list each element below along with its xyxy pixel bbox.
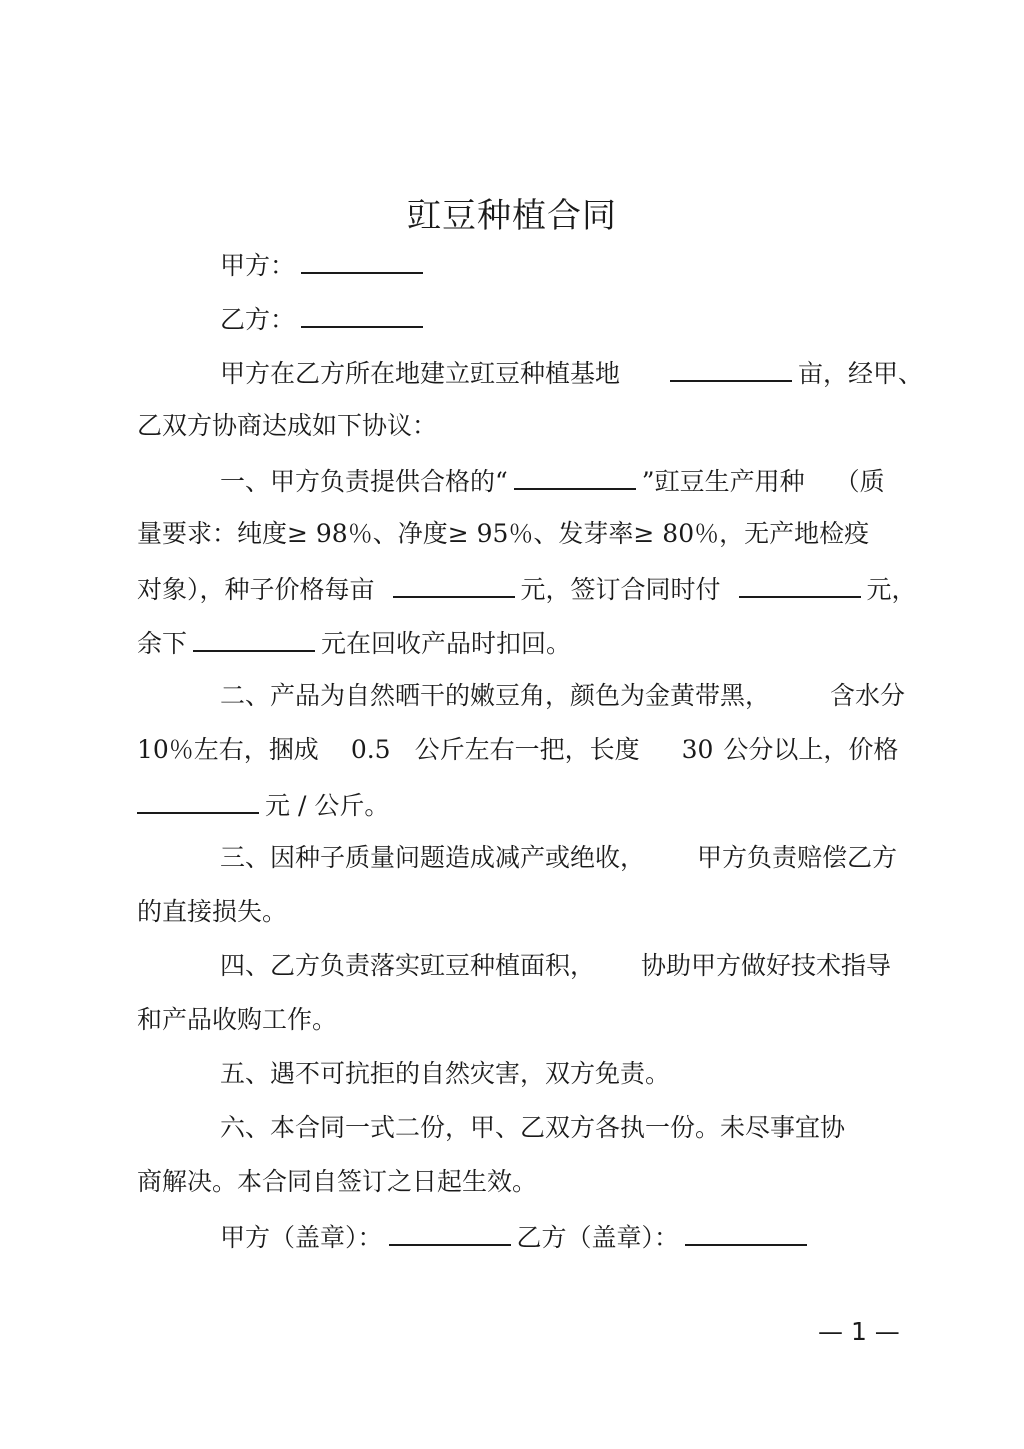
- party-a-line: [220, 246, 429, 284]
- clause-2-line-3: [131, 786, 389, 824]
- clause-2-length-value: 30: [681, 735, 714, 764]
- clause-1-yuan: 元，: [866, 575, 917, 604]
- party-b-label: 乙方：: [220, 305, 296, 334]
- clause-1-payment-text: 元，签订合同时付: [520, 575, 721, 604]
- party-b-blank[interactable]: [301, 300, 423, 328]
- clause-2-bundle-weight: 0.5: [350, 735, 391, 764]
- party-b-seal-blank[interactable]: [685, 1218, 807, 1246]
- clause-2-length-text: 公斤左右一把，长度: [414, 735, 640, 764]
- signature-line: [220, 1218, 813, 1256]
- clause-1-price-text: 对象），种子价格每亩: [137, 575, 375, 604]
- clause-2-moisture: 含水分: [830, 681, 906, 710]
- document-title: 豇豆种植合同: [407, 196, 617, 236]
- clause-3-text-b: 甲方负责赔偿乙方: [697, 843, 898, 872]
- clause-2-text: 二、产品为自然晒干的嫩豆角，颜色为金黄带黑，: [220, 681, 771, 710]
- clause-4-text-b: 协助甲方做好技术指导: [641, 951, 892, 980]
- clause-1-text-c: （质: [834, 467, 885, 496]
- clause-1-line-4: [137, 624, 571, 662]
- intro-text: 甲方在乙方所在地建立豇豆种植基地: [220, 359, 621, 388]
- clause-1-line-3: [137, 570, 917, 608]
- intro-text-end: 亩，经甲、: [798, 359, 924, 388]
- clause-6-line-2: 商解决。本合同自签订之日起生效。: [137, 1167, 538, 1196]
- clause-1-text-b: ”豇豆生产用种: [641, 467, 805, 496]
- party-b-seal-label: 乙方（盖章）：: [516, 1223, 680, 1252]
- clause-1-line-2: 量要求：纯度≥ 98％、净度≥ 95％、发芽率≥ 80％，无产地检疫: [137, 519, 870, 548]
- clause-4-line-1: [220, 948, 891, 984]
- party-a-label: 甲方：: [220, 251, 296, 280]
- party-a-blank[interactable]: [301, 246, 423, 274]
- clause-2-line-2: [137, 732, 898, 768]
- clause-2-moisture-value: 10％左右，捆成: [137, 735, 319, 764]
- product-price-blank[interactable]: [137, 786, 259, 814]
- clause-3-line-1: [220, 840, 897, 876]
- clause-2-price-text: 公分以上，价格: [723, 735, 899, 764]
- clause-4-text: 四、乙方负责落实豇豆种植面积，: [220, 951, 596, 980]
- clause-1-text: 一、甲方负责提供合格的“: [220, 467, 508, 496]
- clause-6-line-1: 六、本合同一式二份，甲、乙双方各执一份。未尽事宜协: [220, 1113, 846, 1142]
- remainder-blank[interactable]: [193, 624, 315, 652]
- clause-1-line-1: [220, 462, 885, 500]
- party-a-seal-label: 甲方（盖章）：: [220, 1223, 383, 1252]
- clause-3-line-2: 的直接损失。: [137, 897, 288, 926]
- area-blank[interactable]: [670, 354, 792, 382]
- clause-2-unit: 元 / 公斤。: [265, 791, 390, 820]
- clause-2-line-1: [220, 678, 905, 714]
- seed-variety-blank[interactable]: [514, 462, 636, 490]
- party-b-line: [220, 300, 429, 338]
- clause-1-remainder-text: 余下: [137, 629, 188, 658]
- clause-3-text: 三、因种子质量问题造成减产或绝收，: [220, 843, 646, 872]
- intro-line-1: [220, 354, 923, 392]
- page-number: — 1 —: [818, 1317, 900, 1346]
- party-a-seal-blank[interactable]: [389, 1218, 511, 1246]
- clause-4-line-2: 和产品收购工作。: [137, 1005, 338, 1034]
- seed-price-blank[interactable]: [393, 570, 515, 598]
- clause-1-deduct-text: 元在回收产品时扣回。: [321, 629, 572, 658]
- clause-5-line: 五、遇不可抗拒的自然灾害，双方免责。: [220, 1059, 671, 1088]
- initial-payment-blank[interactable]: [739, 570, 861, 598]
- intro-line-2: 乙双方协商达成如下协议：: [137, 411, 438, 440]
